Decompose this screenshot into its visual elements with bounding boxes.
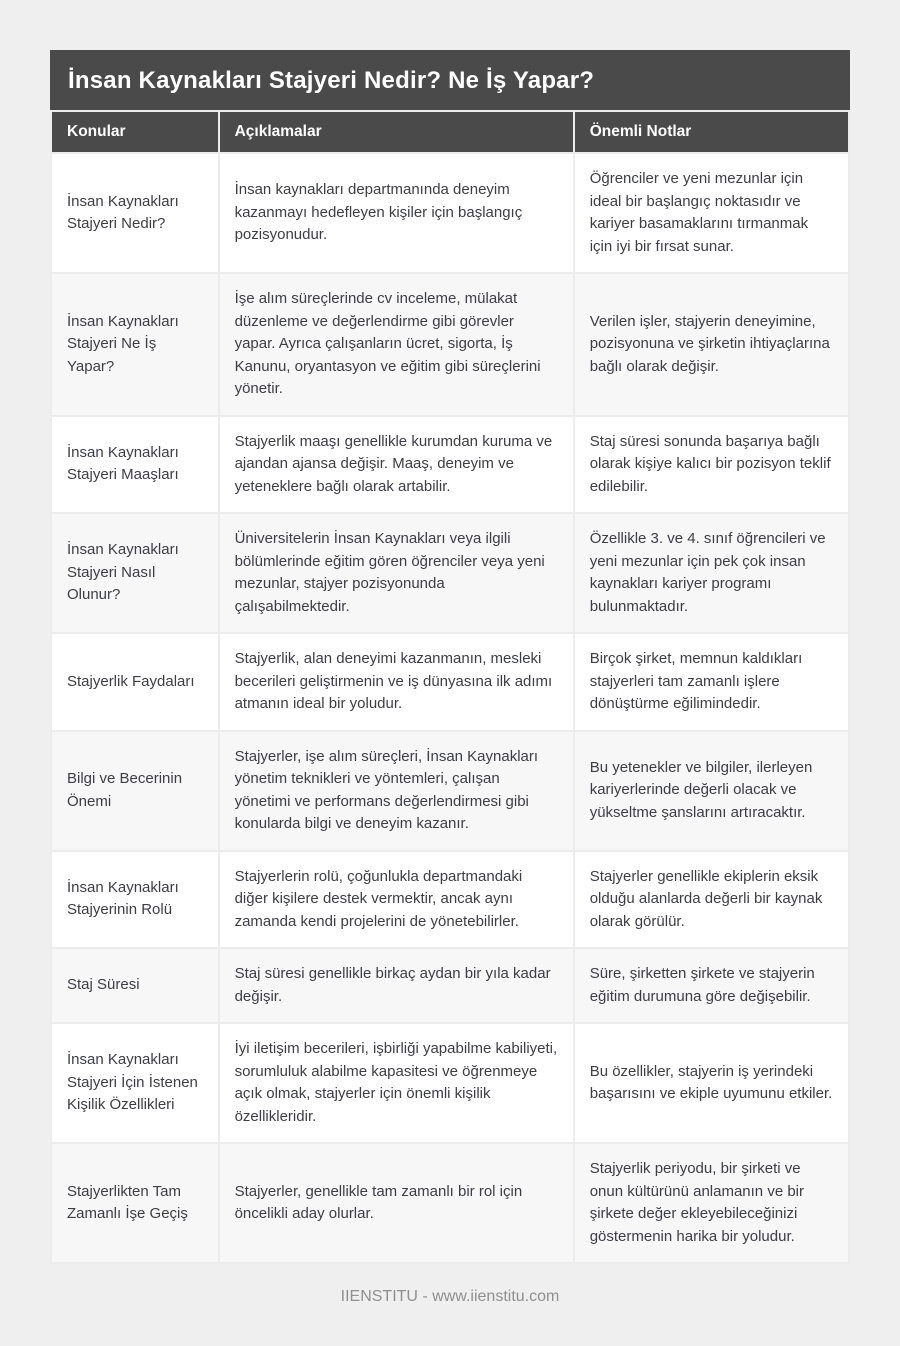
topic-cell: Stajyerlikten Tam Zamanlı İşe Geçiş: [51, 1143, 219, 1263]
table-row: [51, 851, 849, 949]
note-cell: Verilen işler, stajyerin deneyimine, pozisyonuna ve şirketin ihtiyaçlarına bağlı olarak değişir.: [574, 273, 849, 416]
note-cell: Stajyerler genellikle ekiplerin eksik olduğu alanlarda değerli bir kaynak olarak görülür.: [574, 851, 849, 949]
table-row: [51, 1023, 849, 1143]
table-header-row: [51, 111, 849, 153]
note-cell: Stajyerlik periyodu, bir şirketi ve onun kültürünü anlamanın ve bir şirkete değer ekleyebileceğinizi göstermenin harika bir yoludur.: [574, 1143, 849, 1263]
table-row: [51, 273, 849, 416]
topic-cell: İnsan Kaynakları Stajyeri Maaşları: [51, 416, 219, 514]
table-row: [51, 633, 849, 731]
description-cell: Üniversitelerin İnsan Kaynakları veya ilgili bölümlerinde eğitim gören öğrenciler veya yeni mezunlar, stajyer pozisyonunda çalışabilmektedir.: [219, 513, 574, 633]
article-table-card: [50, 50, 850, 1264]
description-cell: Staj süresi genellikle birkaç aydan bir yıla kadar değişir.: [219, 948, 574, 1023]
description-cell: Stajyerlerin rolü, çoğunlukla departmandaki diğer kişilere destek vermektir, ancak aynı zamanda kendi projelerini de yönetebilirler.: [219, 851, 574, 949]
topic-cell: İnsan Kaynakları Stajyeri Nedir?: [51, 153, 219, 273]
topic-cell: İnsan Kaynakları Stajyeri Ne İş Yapar?: [51, 273, 219, 416]
table-row: [51, 731, 849, 851]
description-cell: İyi iletişim becerileri, işbirliği yapabilme kabiliyeti, sorumluluk alabilme kapasitesi ve öğrenmeye açık olmak, stajyerler için önemli kişilik özellikleridir.: [219, 1023, 574, 1143]
topic-cell: Staj Süresi: [51, 948, 219, 1023]
topic-cell: Bilgi ve Becerinin Önemi: [51, 731, 219, 851]
note-cell: Birçok şirket, memnun kaldıkları stajyerleri tam zamanlı işlere dönüştürme eğilimindedir.: [574, 633, 849, 731]
description-cell: Stajyerler, işe alım süreçleri, İnsan Kaynakları yönetim teknikleri ve yöntemleri, çalışan yönetimi ve performans değerlendirmesi gibi konularda bilgi ve deneyim kazanır.: [219, 731, 574, 851]
note-cell: Bu özellikler, stajyerin iş yerindeki başarısını ve ekiple uyumunu etkiler.: [574, 1023, 849, 1143]
column-header-descriptions: Açıklamalar: [219, 111, 574, 153]
table-row: [51, 153, 849, 273]
table-row: [51, 1143, 849, 1263]
description-cell: Stajyerler, genellikle tam zamanlı bir rol için öncelikli aday olurlar.: [219, 1143, 574, 1263]
column-header-notes: Önemli Notlar: [574, 111, 849, 153]
description-cell: Stajyerlik, alan deneyimi kazanmanın, mesleki becerileri geliştirmenin ve iş dünyasına ilk adımı atmanın ideal bir yoludur.: [219, 633, 574, 731]
note-cell: Öğrenciler ve yeni mezunlar için ideal bir başlangıç noktasıdır ve kariyer basamaklarını tırmanmak için iyi bir fırsat sunar.: [574, 153, 849, 273]
topic-cell: İnsan Kaynakları Stajyeri Nasıl Olunur?: [51, 513, 219, 633]
topic-cell: Stajyerlik Faydaları: [51, 633, 219, 731]
topic-cell: İnsan Kaynakları Stajyerinin Rolü: [51, 851, 219, 949]
description-cell: İşe alım süreçlerinde cv inceleme, mülakat düzenleme ve değerlendirme gibi görevler yapar. Ayrıca çalışanların ücret, sigorta, İş Kanunu, oryantasyon ve eğitim gibi süreçlerini yönetir.: [219, 273, 574, 416]
note-cell: Bu yetenekler ve bilgiler, ilerleyen kariyerlerinde değerli olacak ve yükseltme şanslarını artıracaktır.: [574, 731, 849, 851]
description-cell: İnsan kaynakları departmanında deneyim kazanmayı hedefleyen kişiler için başlangıç pozisyonudur.: [219, 153, 574, 273]
topic-cell: İnsan Kaynakları Stajyeri İçin İstenen Kişilik Özellikleri: [51, 1023, 219, 1143]
table-row: [51, 513, 849, 633]
footer-credit: IIENSTITU - www.iienstitu.com: [340, 1288, 560, 1305]
table-row: [51, 948, 849, 1023]
note-cell: Staj süresi sonunda başarıya bağlı olarak kişiye kalıcı bir pozisyon teklif edilebilir.: [574, 416, 849, 514]
page-title: İnsan Kaynakları Stajyeri Nedir? Ne İş Yapar?: [50, 50, 850, 110]
info-table: [50, 110, 850, 1264]
column-header-topics: Konular: [51, 111, 219, 153]
table-row: [51, 416, 849, 514]
note-cell: Süre, şirketten şirkete ve stajyerin eğitim durumuna göre değişebilir.: [574, 948, 849, 1023]
description-cell: Stajyerlik maaşı genellikle kurumdan kuruma ve ajandan ajansa değişir. Maaş, deneyim ve yeteneklere bağlı olarak artabilir.: [219, 416, 574, 514]
note-cell: Özellikle 3. ve 4. sınıf öğrencileri ve yeni mezunlar için pek çok insan kaynakları kariyer programı bulunmaktadır.: [574, 513, 849, 633]
